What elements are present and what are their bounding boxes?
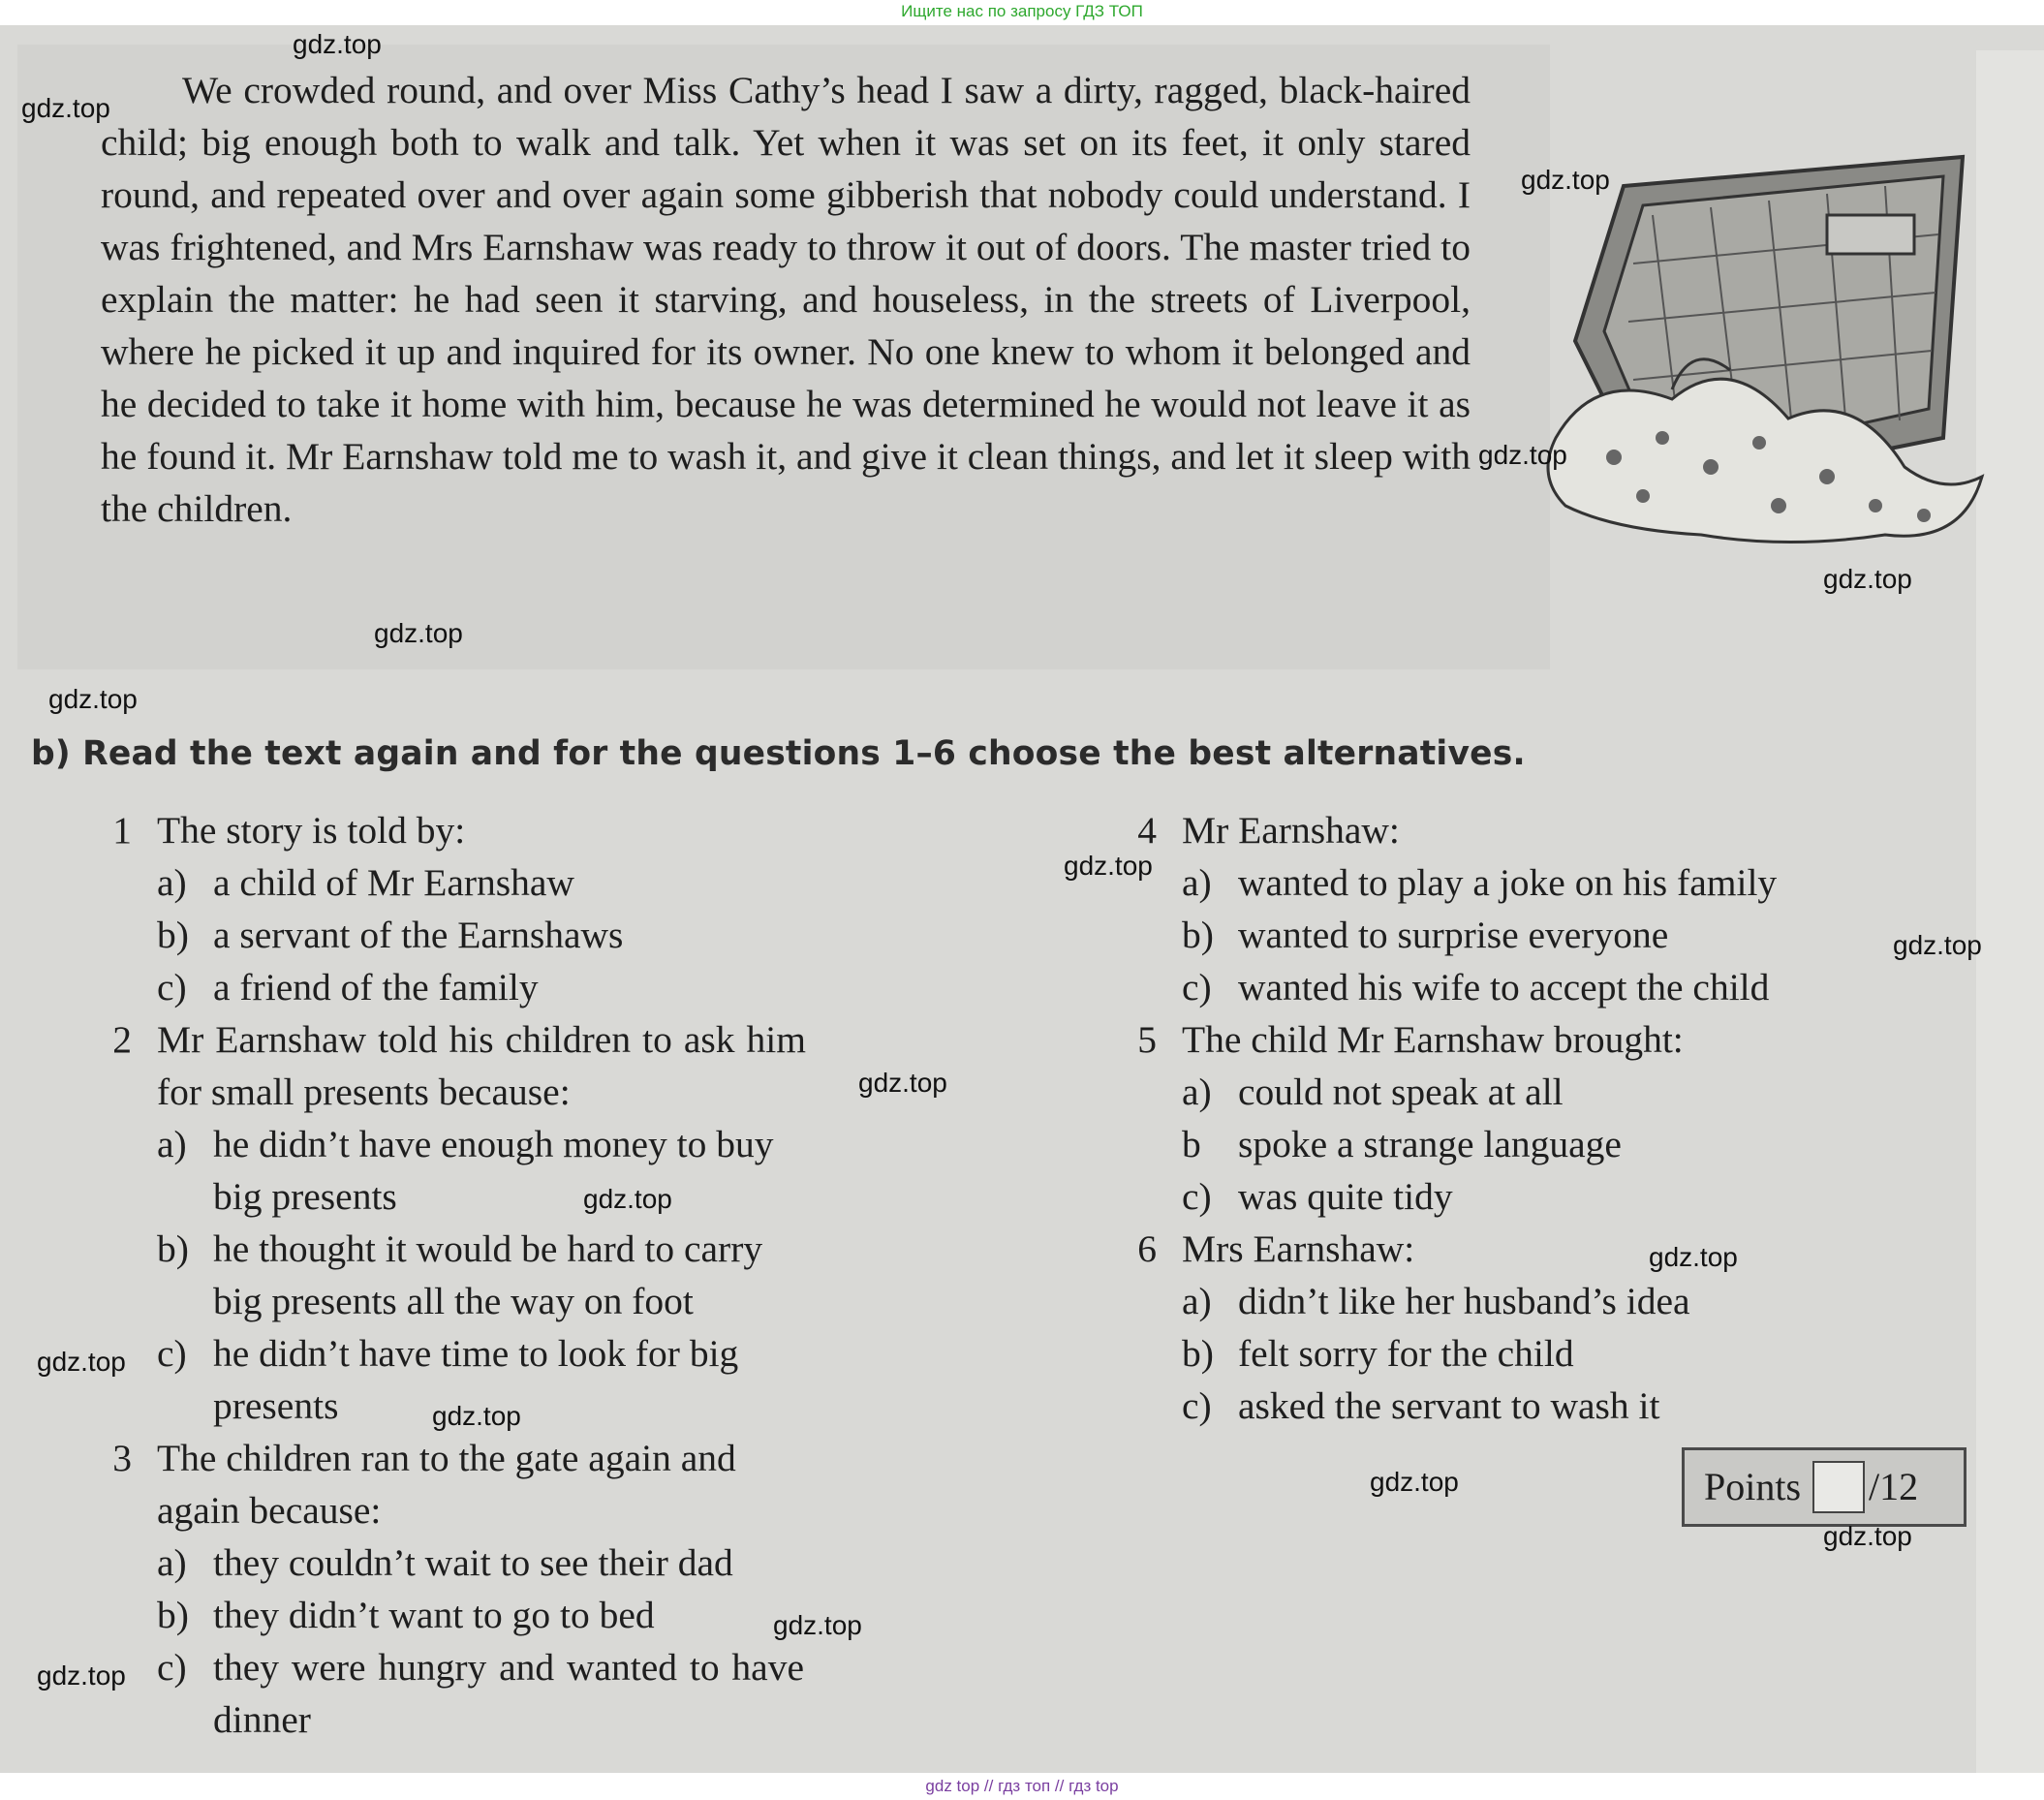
question-text: The children ran to the gate again and again because: xyxy=(157,1437,736,1532)
option-letter: b) xyxy=(1182,914,1214,956)
watermark: gdz.top xyxy=(1521,165,1610,195)
option-letter: b xyxy=(1182,1123,1201,1165)
watermark: gdz.top xyxy=(37,1660,126,1691)
option-text: a friend of the family xyxy=(213,966,539,1009)
option-text: didn’t like her husband’s idea xyxy=(1238,1280,1690,1322)
option-text: he thought it would be hard to carry big presents all the way on foot xyxy=(213,1227,763,1322)
option-letter: a) xyxy=(157,1541,187,1584)
option-text: wanted his wife to accept the child xyxy=(1238,966,1770,1009)
option-letter: b) xyxy=(157,914,189,956)
answer-option[interactable] xyxy=(1120,1380,1885,1432)
top-banner[interactable]: Ищите нас по запросу ГДЗ ТОП xyxy=(901,2,1143,20)
question-item xyxy=(95,1432,796,1536)
question-item xyxy=(1120,1013,1885,1066)
question-number: 5 xyxy=(1137,1018,1157,1061)
answer-option[interactable] xyxy=(95,1536,804,1589)
answer-option[interactable] xyxy=(1120,1275,1885,1327)
question-text: Mr Earnshaw: xyxy=(1182,809,1400,852)
answer-option[interactable] xyxy=(95,1641,804,1746)
bottom-banner[interactable]: gdz top // гдз топ // гдз top xyxy=(0,1773,2044,1800)
option-text: was quite tidy xyxy=(1238,1175,1453,1218)
question-item xyxy=(1120,804,1885,856)
answer-option[interactable] xyxy=(1120,909,1885,961)
watermark: gdz.top xyxy=(858,1068,947,1098)
question-number: 3 xyxy=(112,1437,132,1479)
watermark: gdz.top xyxy=(1478,440,1567,470)
watermark: gdz.top xyxy=(1893,930,1982,960)
answer-option[interactable] xyxy=(95,1118,804,1223)
option-text: could not speak at all xyxy=(1238,1071,1564,1113)
option-letter: a) xyxy=(1182,1071,1212,1113)
option-letter: a) xyxy=(157,1123,187,1165)
answer-option[interactable] xyxy=(1120,1170,1885,1223)
question-text: Mr Earnshaw told his children to ask him for small presents because: xyxy=(157,1018,806,1113)
question-text: The child Mr Earnshaw brought: xyxy=(1182,1018,1684,1061)
watermark: gdz.top xyxy=(1823,564,1912,594)
option-letter: c) xyxy=(157,1646,187,1689)
reading-passage: We crowded round, and over Miss Cathy’s head I saw a dirty, ragged, black-haired child; big enough both to walk and talk. Yet when it was set on its feet, it only stared round, and repeated over and over again some gibberish that nobody could understand. I was frightened, and Mrs Earnshaw was ready to throw it out of doors. The master tried to explain the matter: he had seen it starving, and houseless, in the streets of Liverpool, where he picked it up and inquired for its owner. No one knew to whom it belonged and he decided to take it home with him, because he was determined he would not leave it as he found it. Mr Earnshaw told me to wash it, and give it clean things, and let it sleep with the children. xyxy=(101,69,1471,530)
option-text: a child of Mr Earnshaw xyxy=(213,861,574,904)
points-total: /12 xyxy=(1869,1465,1919,1508)
option-text: he didn’t have enough money to buy big presents xyxy=(213,1123,774,1218)
option-letter: c) xyxy=(157,1332,187,1375)
option-letter: b) xyxy=(157,1594,189,1636)
answer-option[interactable] xyxy=(1120,961,1885,1013)
answer-option[interactable] xyxy=(95,1223,804,1327)
option-text: wanted to surprise everyone xyxy=(1238,914,1669,956)
option-text: they couldn’t wait to see their dad xyxy=(213,1541,733,1584)
answer-option[interactable] xyxy=(95,961,947,1013)
watermark: gdz.top xyxy=(48,684,138,714)
watermark: gdz.top xyxy=(432,1401,521,1431)
answer-option[interactable] xyxy=(95,909,947,961)
option-text: wanted to play a joke on his family xyxy=(1238,861,1778,904)
watermark: gdz.top xyxy=(37,1347,126,1377)
option-letter: c) xyxy=(1182,966,1212,1009)
option-text: spoke a strange language xyxy=(1238,1123,1622,1165)
watermark: gdz.top xyxy=(21,93,110,123)
option-text: felt sorry for the child xyxy=(1238,1332,1574,1375)
answer-option[interactable] xyxy=(95,1589,804,1641)
question-item xyxy=(95,1013,806,1118)
option-letter: c) xyxy=(157,966,187,1009)
question-number: 1 xyxy=(112,809,132,852)
option-letter: a) xyxy=(157,861,187,904)
watermark: gdz.top xyxy=(293,29,382,59)
option-letter: a) xyxy=(1182,1280,1212,1322)
watermark: gdz.top xyxy=(1823,1521,1912,1551)
answer-option[interactable] xyxy=(1120,1066,1885,1118)
questions-left-column xyxy=(95,804,947,1746)
questions-right-column xyxy=(1120,804,1885,1432)
option-letter: b) xyxy=(157,1227,189,1270)
suitcase-with-clothes-icon xyxy=(1536,147,1992,554)
question-number: 4 xyxy=(1137,809,1157,852)
question-text: The story is told by: xyxy=(157,809,466,852)
question-item xyxy=(95,804,947,856)
exercise-instruction: b) Read the text again and for the questions 1–6 choose the best alternatives. xyxy=(31,734,1526,773)
answer-option[interactable] xyxy=(1120,856,1885,909)
watermark: gdz.top xyxy=(1064,851,1153,881)
option-text: asked the servant to wash it xyxy=(1238,1384,1660,1427)
option-letter: c) xyxy=(1182,1384,1212,1427)
option-letter: b) xyxy=(1182,1332,1214,1375)
watermark: gdz.top xyxy=(1370,1467,1459,1497)
question-item xyxy=(1120,1223,1885,1275)
answer-option[interactable] xyxy=(1120,1118,1885,1170)
option-text: a servant of the Earnshaws xyxy=(213,914,624,956)
watermark: gdz.top xyxy=(374,618,463,648)
option-text: they were hungry and wanted to have dinner xyxy=(213,1646,804,1741)
watermark: gdz.top xyxy=(1649,1242,1738,1272)
watermark: gdz.top xyxy=(583,1184,672,1214)
option-letter: a) xyxy=(1182,861,1212,904)
option-text: they didn’t want to go to bed xyxy=(213,1594,655,1636)
answer-option[interactable] xyxy=(1120,1327,1885,1380)
points-label: Points xyxy=(1704,1465,1802,1508)
option-text: he didn’t have time to look for big presents xyxy=(213,1332,739,1427)
option-letter: c) xyxy=(1182,1175,1212,1218)
question-text: Mrs Earnshaw: xyxy=(1182,1227,1415,1270)
question-number: 2 xyxy=(112,1018,132,1061)
answer-option[interactable] xyxy=(95,856,947,909)
question-number: 6 xyxy=(1137,1227,1157,1270)
points-box xyxy=(1682,1447,1967,1527)
points-input[interactable] xyxy=(1812,1461,1865,1513)
watermark: gdz.top xyxy=(773,1610,862,1640)
